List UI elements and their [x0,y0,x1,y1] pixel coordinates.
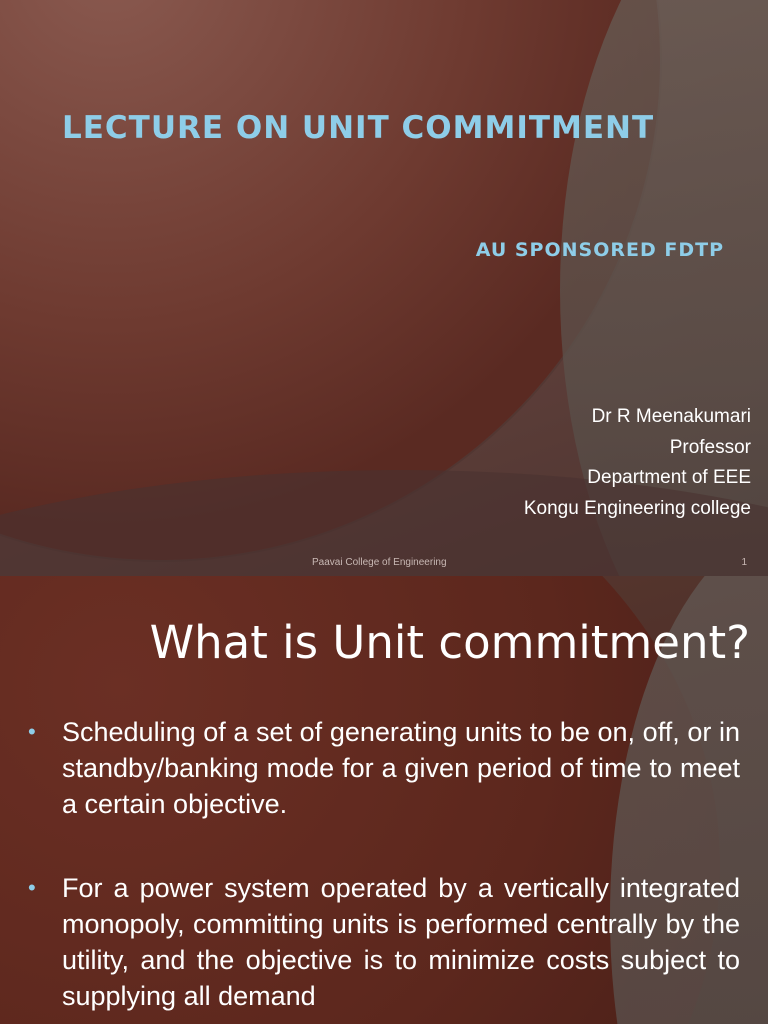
author-institution: Kongu Engineering college [523,497,751,519]
bullet-icon: • [28,875,36,900]
author-block [524,402,751,524]
footer-text: Paavai College of Engineering [312,557,447,568]
list-item [28,870,740,1014]
author-department: Department of EEE [587,467,751,488]
page-number: 1 [741,557,747,568]
list-item [28,714,740,822]
author-designation: Professor [669,436,751,458]
bullet-icon: • [28,719,36,744]
bullet-list [28,714,740,1024]
author-name: Dr R Meenakumari [591,406,751,427]
slide-title: LECTURE ON UNIT COMMITMENT [62,110,655,146]
bullet-text: For a power system operated by a vertically integrated monopoly, committing units is performed centrally by the utility, and the objective is to minimize costs subject to supplying all demand [62,873,740,1011]
bullet-text: Scheduling of a set of generating units to be on, off, or in standby/banking mode for a given period of time to meet a certain objective. [62,717,740,819]
slide-title: What is Unit commitment? [149,616,750,669]
slide-subtitle: AU SPONSORED FDTP [475,239,724,261]
content-slide [0,576,768,1024]
